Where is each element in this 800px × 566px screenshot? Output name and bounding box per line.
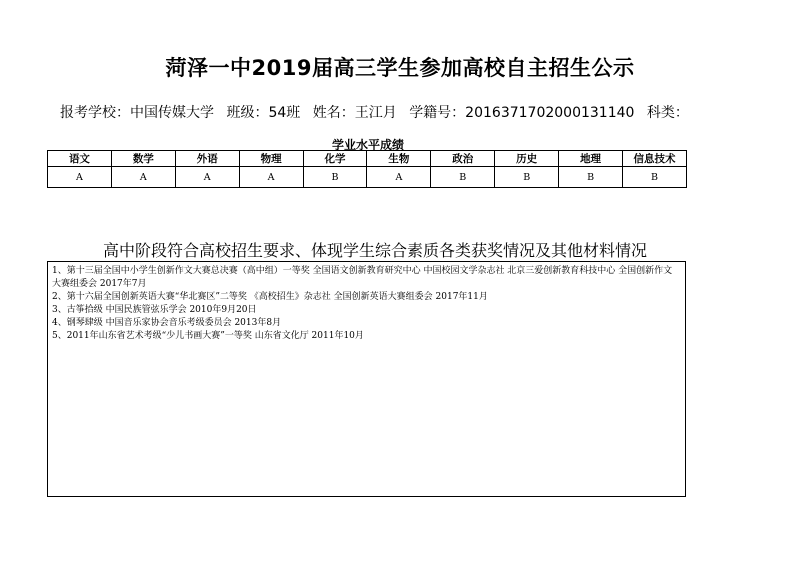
list-item: 5、2011年山东省艺术考级“少儿书画大赛”一等奖 山东省文化厅 2011年10月 <box>52 331 364 341</box>
grade-cell: B <box>303 167 367 188</box>
list-item: 2、第十六届全国创新英语大赛“华北赛区”二等奖 《高校招生》杂志社 全国创新英语大赛组委会 2017年11月 <box>52 292 488 302</box>
grade-cell: B <box>559 167 623 188</box>
page-title: 菏泽一中2019届高三学生参加高校自主招生公示 <box>165 56 635 80</box>
grade-cell: B <box>431 167 495 188</box>
scores-table <box>47 150 687 188</box>
subject-header: 地理 <box>559 151 623 167</box>
materials-section-title: 高中阶段符合高校招生要求、体现学生综合素质各类获奖情况及其他材料情况 <box>102 241 647 260</box>
school-field: 报考学校：中国传媒大学 <box>60 105 214 121</box>
grade-cell: A <box>111 167 175 188</box>
subject-header: 语文 <box>48 151 112 167</box>
grade-cell: A <box>48 167 112 188</box>
subject-header: 外语 <box>175 151 239 167</box>
student-id-field: 学籍号：2016371702000131140 <box>409 105 635 121</box>
subject-header: 政治 <box>431 151 495 167</box>
name-field: 姓名：王江月 <box>312 105 397 121</box>
scores-caption: 学业水平成绩 <box>331 138 404 152</box>
materials-box <box>47 261 686 497</box>
student-info-line <box>60 102 697 122</box>
category-field: 科类： <box>646 105 689 121</box>
scores-header-row <box>48 151 687 167</box>
grade-cell: A <box>239 167 303 188</box>
list-item: 3、古筝拾级 中国民族管弦乐学会 2010年9月20日 <box>52 305 257 315</box>
subject-header: 物理 <box>239 151 303 167</box>
subject-header: 生物 <box>367 151 431 167</box>
subject-header: 信息技术 <box>623 151 687 167</box>
class-field: 班级：54班 <box>226 105 301 121</box>
grade-cell: B <box>623 167 687 188</box>
grade-cell: A <box>175 167 239 188</box>
list-item: 1、第十三届全国中小学生创新作文大赛总决赛（高中组）一等奖 全国语文创新教育研究中心 中国校园文学杂志社 北京三爱创新教育科技中心 全国创新作文大赛组委会 2017年7月 <box>52 266 673 289</box>
grade-cell: A <box>367 167 431 188</box>
subject-header: 化学 <box>303 151 367 167</box>
grade-cell: B <box>495 167 559 188</box>
subject-header: 数学 <box>111 151 175 167</box>
list-item: 4、钢琴肆级 中国音乐家协会音乐考级委员会 2013年8月 <box>52 318 282 328</box>
grades-row <box>48 167 687 188</box>
subject-header: 历史 <box>495 151 559 167</box>
